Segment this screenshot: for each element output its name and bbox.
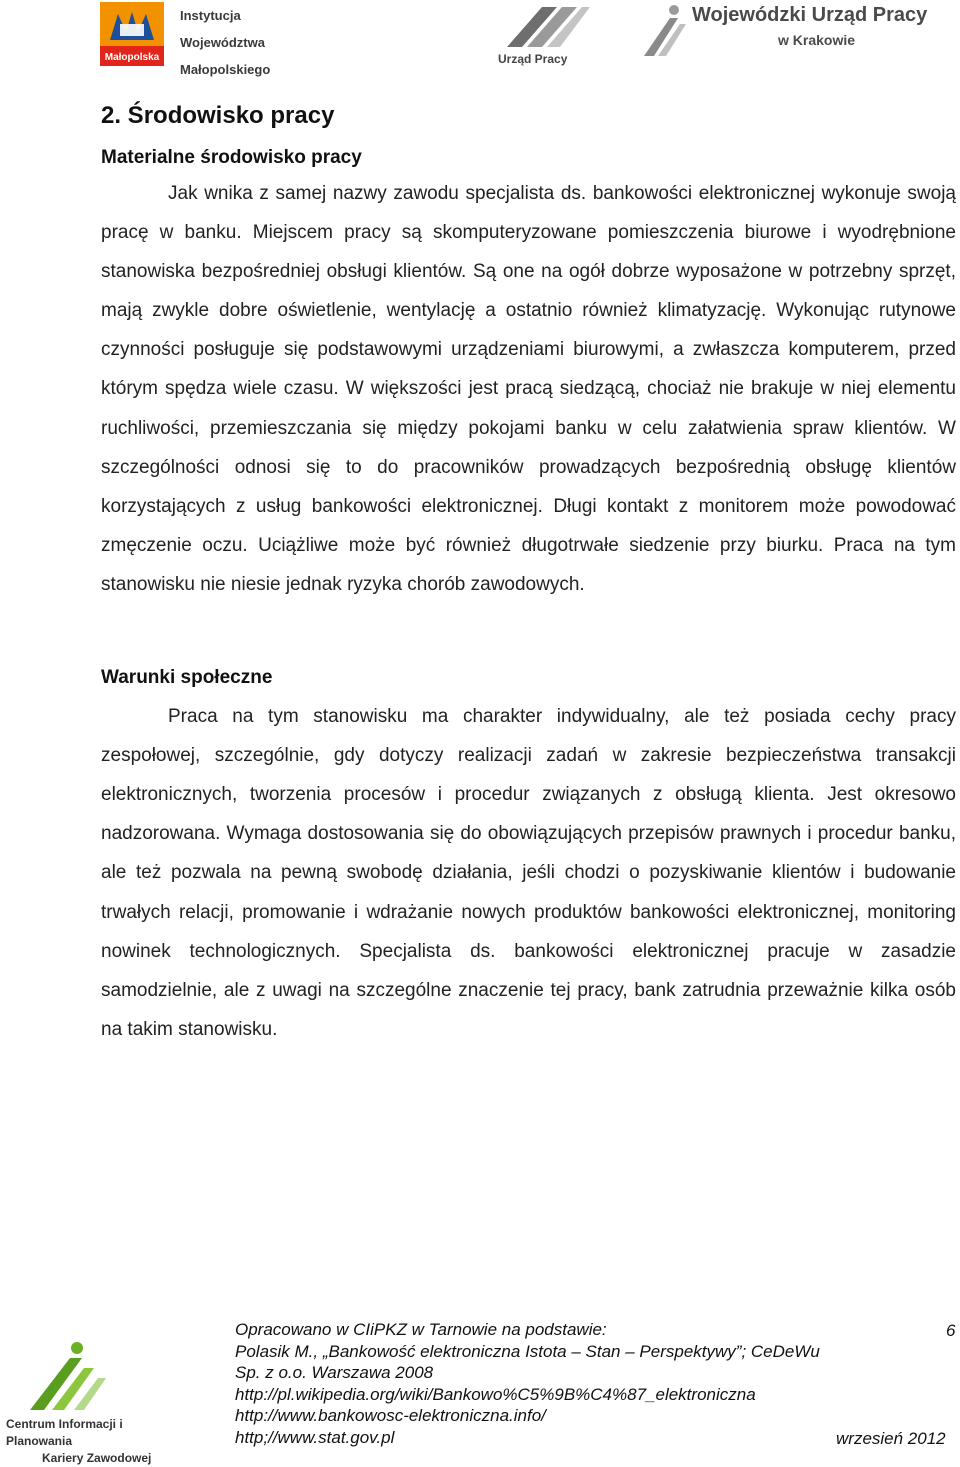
page-number: 6 — [946, 1321, 956, 1340]
paragraph-social-conditions: Praca na tym stanowisku ma charakter indywidualny, ale też posiada cechy pracy zespołowej, szczególnie, gdy dotyczy realizacji zadań w zakresie bezpieczeństwa transakcji elektronicznych, tworzenia procesów i procedur związanych z obsługą klienta. Jest okresowo nadzorowana. Wymaga dostosowania się do obowiązujących przepisów prawnych i procedur banku, ale też pozwala na pewną swobodę działania, jeśli chodzi o pozyskiwanie klientów i budowanie trwałych relacji, promowanie i wdrażanie nowych produktów bankowości elektronicznej, monitoring nowinek technologicznych. Specjalista ds. bankowości elektronicznej pracuje w zasadzie samodzielnie, ale z uwagi na szczególne znaczenie tej pracy, bank zatrudnia przeważnie kilka osób na takim stanowisku. — [101, 706, 956, 1040]
ciipkz-emblem-icon — [22, 1340, 132, 1414]
section-title: 2. Środowisko pracy — [101, 102, 335, 129]
ciipkz-logo — [2, 1340, 182, 1465]
malopolska-institution-logo — [100, 2, 280, 77]
document-body — [101, 98, 956, 1049]
footer-date: wrzesień 2012 — [836, 1429, 946, 1448]
footer-link[interactable]: http://pl.wikipedia.org/wiki/Bankowo%C5%9B%C4%87_elektroniczna — [235, 1384, 756, 1404]
badge-text: Małopolska — [104, 52, 160, 63]
subsection-heading-social: Warunki społeczne — [101, 667, 273, 689]
malopolska-logo-text — [180, 2, 270, 83]
logo1-line2: Województwa — [180, 35, 265, 50]
subsection-heading-material: Materialne środowisko pracy — [101, 147, 362, 168]
footer-link[interactable]: http;//www.stat.gov.pl — [235, 1427, 395, 1447]
logo1-line3: Małopolskiego — [180, 62, 271, 77]
ciipkz-line1: Centrum Informacji i Planowania — [6, 1417, 123, 1448]
footer-line: Sp. z o.o. Warszawa 2008 — [235, 1363, 434, 1382]
wup-krakow-logo — [640, 0, 955, 70]
paragraph-material-environment: Jak wnika z samej nazwy zawodu specjalista ds. bankowości elektronicznej wykonuje swoją pracę w banku. Miejscem pracy są skomputeryzowane pomieszczenia biurowe i wyodrębnione stanowiska bezpośredniej obsługi klientów. Są one na ogół dobrze wyposażone w potrzebny sprzęt, mają zwykle dobre oświetlenie, wentylację a ostatnio również klimatyzację. Wykonując rutynowe czynności posługuje się podstawowymi urządzeniami biurowymi, a zwłaszcza komputerem, przed którym spędza wiele czasu. W większości jest pracą siedzącą, chociaż nie brakuje w niej elementu ruchliwości, przemieszczania się między pokojami banku w celu załatwienia spraw klientów. W szczególności odnosi się to do pracowników prowadzących bezpośrednią obsługę klientów korzystających z usług bankowości elektronicznej. Długi kontakt z monitorem może powodować zmęczenie oczu. Uciążliwe może być również długotrwałe siedzenie przy biurku. Praca na tym stanowisku nie niesie jednak ryzyka chorób zawodowych. — [101, 183, 956, 595]
urzad-pracy-label: Urząd Pracy — [498, 52, 568, 66]
wup-emblem-icon — [640, 2, 690, 62]
footer-link[interactable]: http://www.bankowosc-elektroniczna.info/ — [235, 1406, 546, 1425]
malopolska-badge-icon — [100, 2, 164, 66]
logo1-line1: Instytucja — [180, 8, 241, 23]
footer-line: Polasik M., „Bankowość elektroniczna Istota – Stan – Perspektywy”; CeDeWu — [235, 1341, 820, 1361]
urzad-pracy-emblem-icon — [502, 2, 592, 52]
urzad-pracy-logo — [494, 2, 634, 72]
footer-line: Opracowano w CIiPKZ w Tarnowie na podstawie: — [235, 1320, 607, 1339]
wup-title: Wojewódzki Urząd Pracy — [692, 4, 928, 26]
ciipkz-line2: Kariery Zawodowej — [42, 1451, 152, 1465]
wup-subtitle: w Krakowie — [778, 32, 856, 48]
